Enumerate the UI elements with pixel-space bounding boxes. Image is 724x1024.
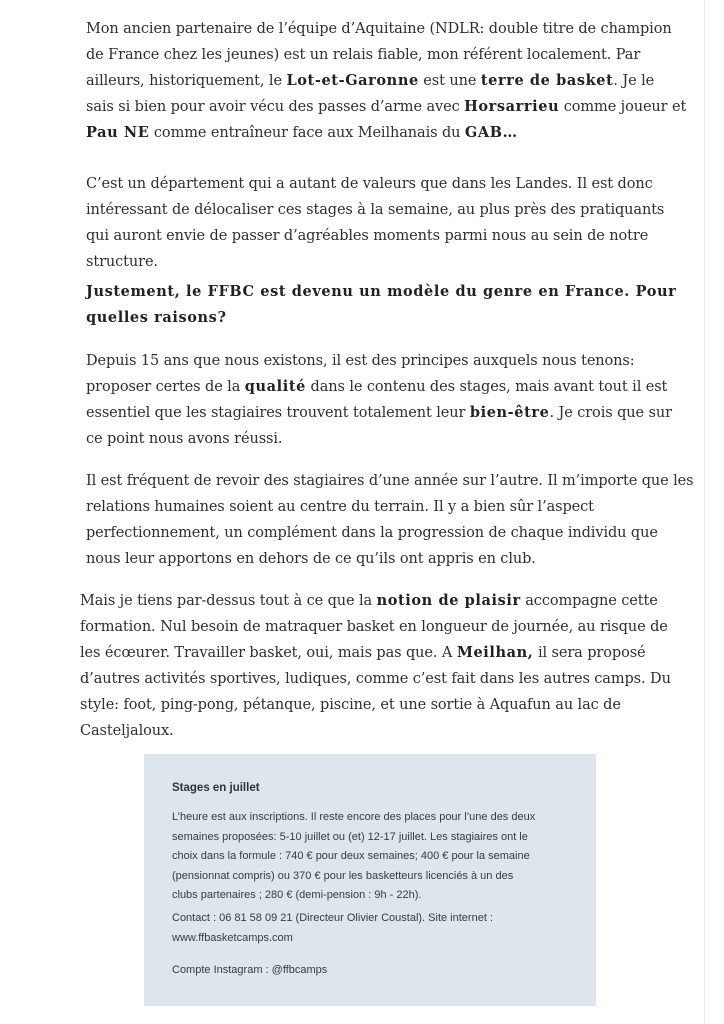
text: . Je crois que sur	[549, 405, 672, 421]
text: perfectionnement, un complément dans la progression de chaque individu que	[86, 525, 658, 541]
text: comme entraîneur face aux Meilhanais du	[149, 125, 465, 141]
bold-notion-de-plaisir: notion de plaisir	[376, 592, 521, 609]
page-divider	[704, 0, 705, 1024]
text: structure.	[86, 254, 158, 270]
text: nous leur apportons en dehors de ce qu’ils ont appris en club.	[86, 551, 536, 567]
text: d’autres activités sportives, ludiques, comme c’est fait dans les autres camps. Du	[80, 671, 671, 687]
text: clubs partenaires ; 280 € (demi-pension : 9h - 22h).	[172, 889, 422, 901]
text: Mais je tiens par-dessus tout à ce que la	[80, 593, 377, 609]
text: ailleurs, historiquement, le	[86, 73, 287, 89]
text: ce point nous avons réussi.	[86, 431, 283, 447]
text: les écœurer. Travailler basket, oui, mais pas que. A	[80, 645, 457, 661]
text: semaines proposées: 5-10 juillet ou (et) 12-17 juillet. Les stagiaires ont le	[172, 830, 528, 843]
interview-question	[86, 279, 676, 331]
text: relations humaines soient au centre du terrain. Il y a bien sûr l’aspect	[86, 499, 594, 515]
bold-meilhan: Meilhan,	[456, 644, 534, 661]
text: proposer certes de la	[86, 379, 245, 395]
website-link[interactable]: www.ffbasketcamps.com	[172, 931, 293, 944]
text: dans le contenu des stages, mais avant tout il est	[306, 379, 668, 395]
text: sais si bien pour avoir vécu des passes d’arme avec	[86, 99, 465, 115]
bold-bien-etre: bien-être	[469, 404, 550, 421]
info-box	[144, 754, 596, 1006]
text: . Je le	[613, 73, 655, 89]
text: il sera proposé	[533, 645, 646, 661]
text: Il est fréquent de revoir des stagiaires d’une année sur l’autre. Il m’importe que les	[86, 473, 694, 489]
text: choix dans la formule : 740 € pour deux semaines; 400 € pour la semaine	[172, 850, 530, 862]
text: (pensionnat compris) ou 370 € pour les basketteurs licenciés à un des	[172, 869, 514, 882]
text: de France chez les jeunes) est un relais fiable, mon référent localement. Par	[86, 47, 641, 63]
bold-horsarrieu: Horsarrieu	[464, 98, 560, 115]
text: Depuis 15 ans que nous existons, il est des principes auxquels nous tenons:	[86, 353, 635, 369]
info-box-instagram: Compte Instagram : @ffbcamps	[172, 964, 328, 976]
article-paragraph-5	[80, 588, 671, 744]
question-line: quelles raisons?	[86, 309, 227, 326]
bold-qualite: qualité	[244, 378, 306, 395]
info-box-title: Stages en juillet	[172, 782, 260, 794]
text: intéressant de délocaliser ces stages à la semaine, au plus près des pratiquants	[86, 202, 665, 218]
text: formation. Nul besoin de matraquer basket en longueur de journée, au risque de	[80, 619, 668, 635]
text: qui auront envie de passer d’agréables moments parmi nous au sein de notre	[86, 228, 649, 244]
text: L’heure est aux inscriptions. Il reste encore des places pour l’une des deux	[172, 811, 536, 823]
text: Casteljaloux.	[80, 723, 174, 739]
bold-gab: GAB…	[464, 124, 518, 141]
text: comme joueur et	[559, 99, 687, 115]
info-box-pricing	[172, 808, 572, 906]
text: style: foot, ping-pong, pétanque, piscine, et une sortie à Aquafun au lac de	[80, 697, 621, 713]
article-paragraph-1	[86, 16, 686, 146]
article-paragraph-4	[86, 468, 693, 572]
text: est une	[418, 73, 481, 89]
text: essentiel que les stagiaires trouvent totalement leur	[86, 405, 470, 421]
info-box-contact	[172, 909, 572, 948]
text: Mon ancien partenaire de l’équipe d’Aquitaine (NDLR: double titre de champion	[86, 21, 672, 37]
text: accompagne cette	[520, 593, 658, 609]
bold-terre-de-basket: terre de basket	[480, 72, 614, 89]
article-paragraph-3	[86, 348, 672, 452]
bold-pau-ne: Pau NE	[86, 124, 150, 141]
question-line: Justement, le FFBC est devenu un modèle du genre en France. Pour	[86, 283, 677, 300]
article-paragraph-2	[86, 171, 664, 275]
bold-lot-et-garonne: Lot-et-Garonne	[286, 72, 419, 89]
text: Contact : 06 81 58 09 21 (Directeur Olivier Coustal). Site internet :	[172, 912, 493, 924]
text: C’est un département qui a autant de valeurs que dans les Landes. Il est donc	[86, 176, 653, 192]
